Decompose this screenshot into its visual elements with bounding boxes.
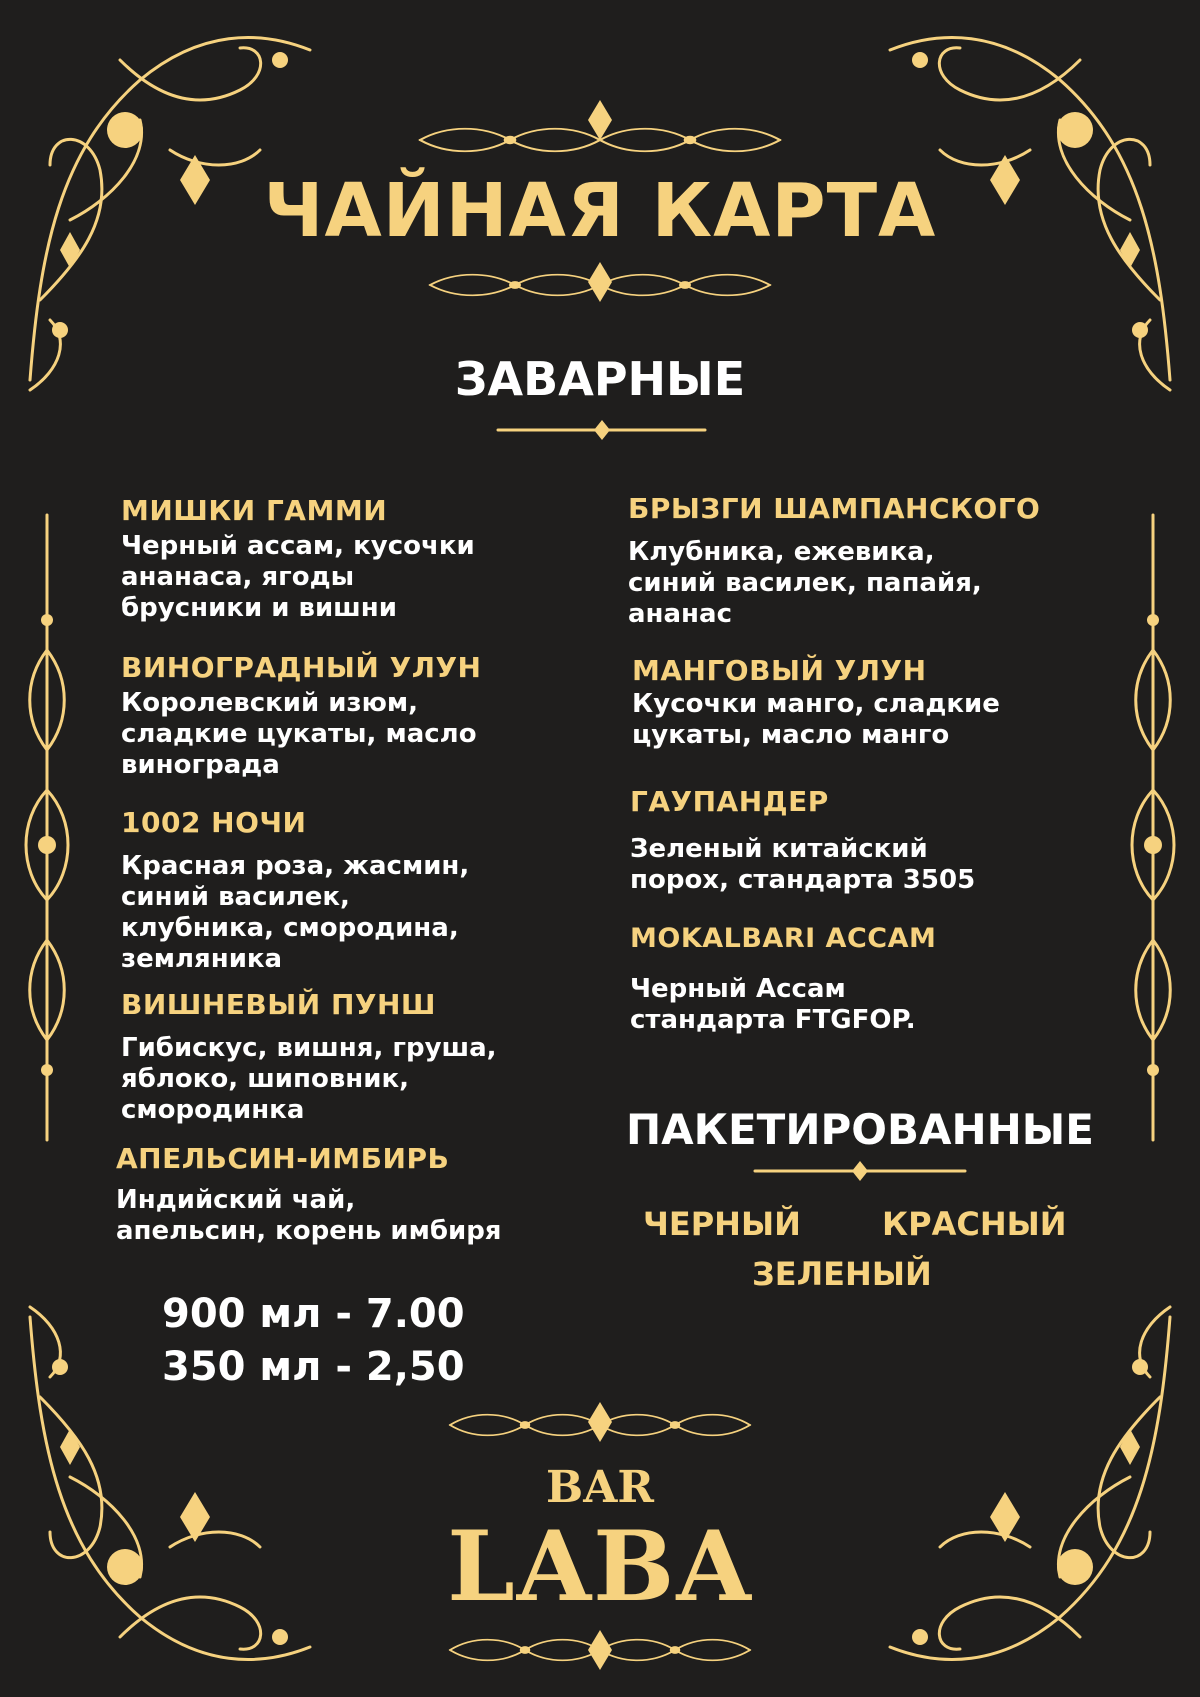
desc-line: сладкие цукаты, масло — [121, 719, 477, 749]
left-item-0 — [121, 494, 475, 624]
item-title: ВИШНЕВЫЙ ПУНШ — [121, 988, 437, 1021]
desc-line: ананаса, ягоды — [121, 562, 355, 592]
desc-line: синий василек, папайя, — [628, 568, 982, 598]
item-title: ГАУПАНДЕР — [630, 785, 829, 818]
desc-line: земляника — [121, 944, 283, 974]
left-item-4 — [116, 1142, 502, 1247]
item-description — [630, 974, 936, 1036]
desc-line: Зеленый китайский — [630, 834, 928, 864]
desc-line: стандарта FTGFOP. — [630, 1005, 916, 1035]
brand-flourish-bottom — [450, 1630, 750, 1670]
item-title: АПЕЛЬСИН-ИМБИРЬ — [116, 1142, 450, 1175]
desc-line: цукаты, масло манго — [632, 720, 950, 750]
item-title: ВИНОГРАДНЫЙ УЛУН — [121, 651, 482, 684]
desc-line: Кусочки манго, сладкие — [632, 689, 1000, 719]
bagged-green: ЗЕЛЕНЫЙ — [752, 1255, 932, 1293]
price-350ml: 350 мл - 2,50 — [162, 1344, 465, 1390]
desc-line: брусники и вишни — [121, 593, 397, 623]
section-heading-brewed: ЗАВАРНЫЕ — [454, 352, 746, 406]
desc-line: Гибискус, вишня, груша, — [121, 1033, 497, 1063]
item-description — [628, 537, 1040, 630]
right-item-2 — [630, 785, 975, 896]
item-description — [121, 688, 481, 781]
item-description — [632, 689, 1000, 751]
item-description — [116, 1185, 502, 1247]
brand-flourish-top — [450, 1402, 750, 1442]
desc-line: Черный ассам, кусочки — [121, 531, 475, 561]
desc-line: винограда — [121, 750, 280, 780]
bagged-divider — [755, 1161, 965, 1181]
brand-logo-text: LABA — [447, 1510, 753, 1623]
right-item-1 — [632, 654, 1000, 751]
desc-line: клубника, смородина, — [121, 913, 459, 943]
brand-bar-text: BAR — [546, 1462, 654, 1513]
right-item-3 — [630, 923, 936, 1036]
side-ornament-left — [26, 515, 68, 1140]
desc-line: ананас — [628, 599, 732, 629]
desc-line: синий василек, — [121, 882, 350, 912]
left-item-3 — [121, 988, 497, 1126]
title-flourish-bottom — [430, 262, 770, 302]
section-heading-bagged: ПАКЕТИРОВАННЫЕ — [626, 1105, 1094, 1154]
right-item-0 — [628, 492, 1040, 630]
desc-line: порох, стандарта 3505 — [630, 865, 976, 895]
item-title: MOKALBARI АССАМ — [630, 923, 937, 954]
desc-line: яблоко, шиповник, — [121, 1064, 410, 1094]
left-item-1 — [121, 651, 481, 781]
title-flourish-top — [420, 100, 780, 151]
item-description — [630, 834, 975, 896]
desc-line: смородинка — [121, 1095, 305, 1125]
desc-line: Королевский изюм, — [121, 688, 418, 718]
item-title: БРЫЗГИ ШАМПАНСКОГО — [628, 492, 1041, 525]
page-title: ЧАЙНАЯ КАРТА — [263, 168, 937, 254]
item-description — [121, 531, 475, 624]
price-900ml: 900 мл - 7.00 — [162, 1291, 465, 1337]
desc-line: Черный Ассам — [630, 974, 846, 1004]
brewed-divider — [498, 420, 705, 440]
item-title: 1002 НОЧИ — [121, 806, 307, 839]
item-title: МИШКИ ГАММИ — [121, 494, 388, 527]
bagged-red: КРАСНЫЙ — [882, 1205, 1067, 1243]
desc-line: Красная роза, жасмин, — [121, 851, 470, 881]
bagged-black: ЧЕРНЫЙ — [643, 1205, 801, 1243]
desc-line: Клубника, ежевика, — [628, 537, 935, 567]
desc-line: апельсин, корень имбиря — [116, 1216, 502, 1246]
left-item-2 — [121, 806, 469, 975]
item-description — [121, 851, 469, 975]
desc-line: Индийский чай, — [116, 1185, 356, 1215]
side-ornament-right — [1132, 515, 1174, 1140]
item-title: МАНГОВЫЙ УЛУН — [632, 654, 927, 687]
item-description — [121, 1033, 497, 1126]
